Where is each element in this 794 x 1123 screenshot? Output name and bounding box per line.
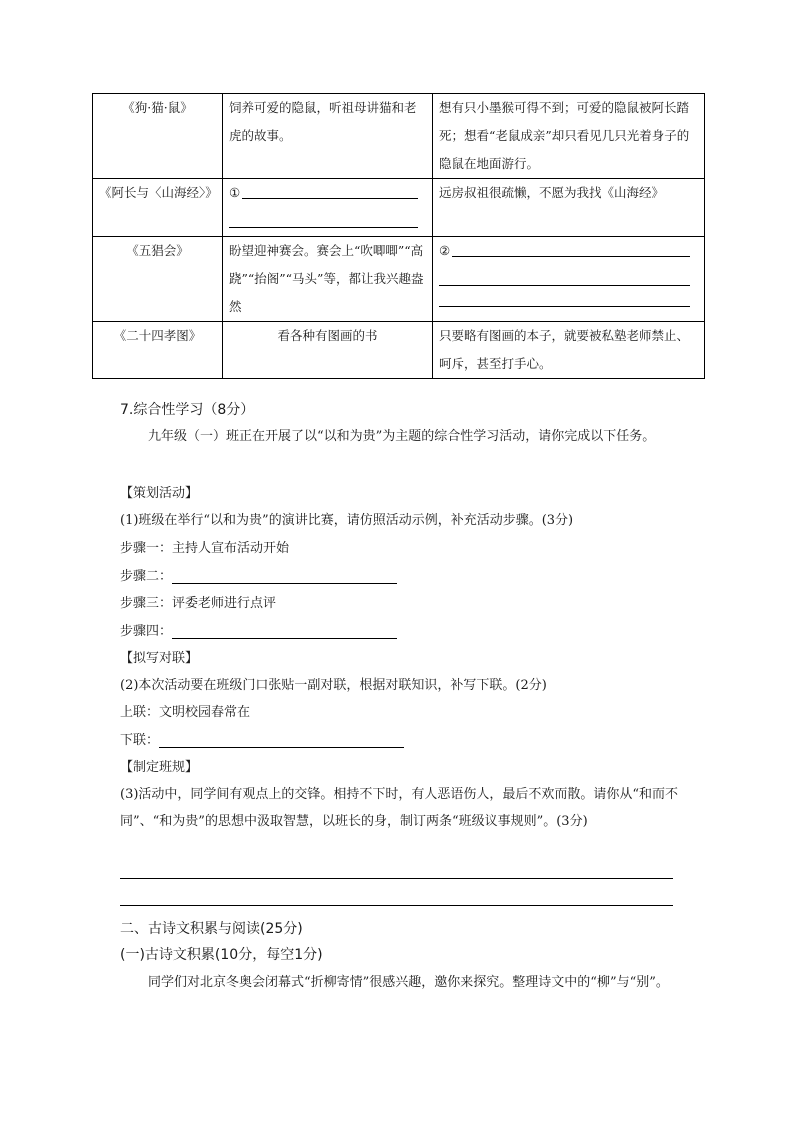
answer-line[interactable] (439, 271, 690, 286)
table-row (93, 237, 705, 322)
question-7-heading: 7.综合性学习（8分） (120, 402, 255, 418)
table-cell-title: 《阿长与〈山海经〉》 (93, 179, 223, 237)
step-4-answer-line[interactable] (172, 624, 397, 639)
subsection-1-heading: (一)古诗文积累(10分，每空1分) (120, 947, 323, 963)
blank-marker: ① (229, 185, 241, 200)
q7-part-3-prompt: (3)活动中，同学间有观点上的交锋。相持不下时，有人恶语伤人，最后不欢而散。请你从“和而不同”、“和为贵”的思想中汲取智慧，以班长的身，制订两条“班级议事规则”。(3分) (120, 787, 679, 829)
section-plan-activity: 【策划活动】 (120, 486, 199, 501)
step-2-label: 步骤二： (120, 569, 173, 584)
lower-couplet (120, 729, 404, 748)
table-cell-event: 盼望迎神赛会。赛会上“吹唧唧”“高跷”“抬阁”“马头”等，都让我兴趣盎然 (223, 237, 433, 322)
section-couplet: 【拟写对联】 (120, 651, 199, 666)
table-cell-feeling: 远房叔祖很疏懒，不愿为我找《山海经》 (433, 179, 705, 237)
answer-line[interactable] (229, 213, 418, 228)
reading-table (92, 93, 705, 379)
answer-rule[interactable] (120, 878, 673, 879)
table-cell-event: 看各种有图画的书 (223, 322, 433, 379)
table-row (93, 322, 705, 379)
answer-line[interactable] (439, 292, 690, 307)
lower-couplet-label: 下联： (120, 733, 160, 748)
table-cell-blank-2 (433, 237, 705, 322)
step-4-label: 步骤四： (120, 624, 173, 639)
table-cell-title: 《五猖会》 (93, 237, 223, 322)
section-2-heading: 二、古诗文积累与阅读(25分) (120, 921, 303, 937)
table-cell-event: 饲养可爱的隐鼠，听祖母讲猫和老虎的故事。 (223, 94, 433, 179)
table-cell-title: 《狗·猫·鼠》 (93, 94, 223, 179)
step-2-answer-line[interactable] (172, 569, 397, 584)
q7-intro: 九年级（一）班正在开展了以“以和为贵”为主题的综合性学习活动，请你完成以下任务。 (148, 429, 656, 444)
step-4 (120, 620, 397, 639)
section-2-intro: 同学们对北京冬奥会闭幕式“折柳寄情”很感兴趣，邀你来探究。整理诗文中的“柳”与“别”。 (148, 975, 669, 990)
answer-line[interactable] (242, 184, 418, 199)
step-1: 步骤一：主持人宣布活动开始 (120, 541, 290, 556)
table-cell-feeling: 想有只小墨猴可得不到；可爱的隐鼠被阿长踏死；想看“老鼠成亲”却只看见几只光着身子的隐鼠在地面游行。 (433, 94, 705, 179)
answer-rule[interactable] (120, 905, 673, 906)
q7-part-1-prompt: (1)班级在举行“以和为贵”的演讲比赛，请仿照活动示例，补充活动步骤。(3分) (120, 513, 574, 528)
answer-line[interactable] (452, 242, 690, 257)
table-cell-title: 《二十四孝图》 (93, 322, 223, 379)
table-row (93, 94, 705, 179)
lower-couplet-answer-line[interactable] (159, 733, 404, 748)
table-cell-blank-1 (223, 179, 433, 237)
upper-couplet: 上联：文明校园春常在 (120, 705, 251, 720)
q7-part-2-prompt: (2)本次活动要在班级门口张贴一副对联，根据对联知识，补写下联。(2分) (120, 678, 547, 693)
table-row (93, 179, 705, 237)
step-3: 步骤三：评委老师进行点评 (120, 596, 277, 611)
step-2 (120, 565, 397, 584)
section-class-rules: 【制定班规】 (120, 760, 199, 775)
table-cell-feeling: 只要略有图画的本子，就要被私塾老师禁止、呵斥，甚至打手心。 (433, 322, 705, 379)
blank-marker: ② (439, 243, 451, 258)
